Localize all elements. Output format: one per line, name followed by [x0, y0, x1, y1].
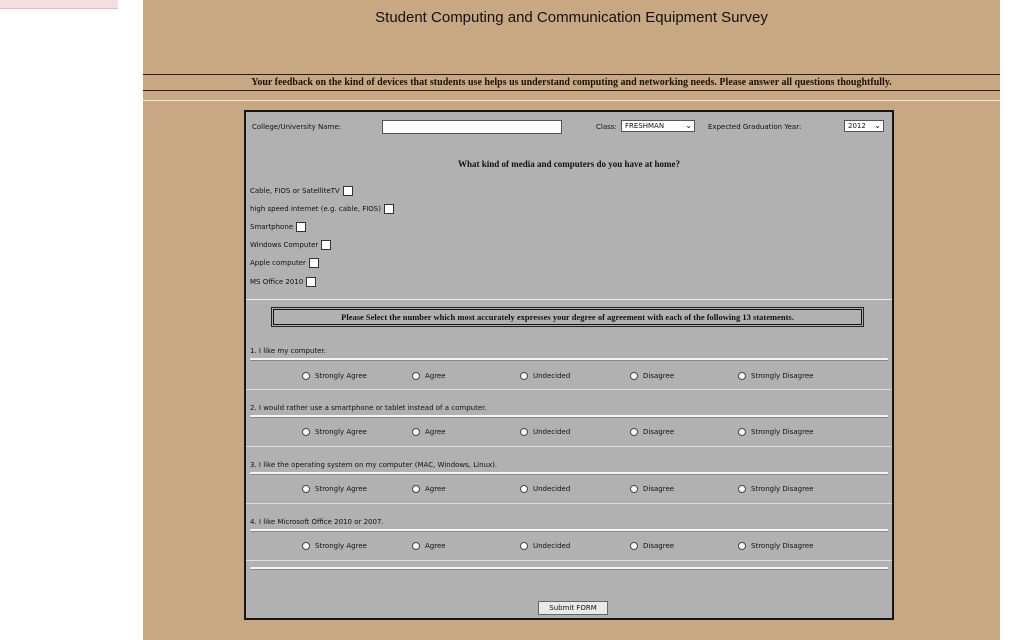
checkbox-label: Apple computer [250, 259, 306, 267]
grad-year-label: Expected Graduation Year: [708, 123, 802, 131]
statement-divider [250, 472, 888, 475]
radio-label: Agree [425, 542, 446, 550]
radio-circle-icon[interactable] [412, 542, 420, 550]
row-divider [246, 503, 892, 504]
radio-label: Strongly Agree [315, 485, 367, 493]
radio-label: Disagree [643, 542, 675, 550]
submit-button[interactable]: Submit FORM [538, 601, 608, 615]
radio-circle-icon[interactable] [738, 428, 746, 436]
radio-circle-icon[interactable] [738, 542, 746, 550]
class-select[interactable] [621, 120, 695, 132]
radio-circle-icon[interactable] [630, 542, 638, 550]
checkbox-box[interactable] [343, 186, 353, 196]
checkbox-smartphone[interactable] [250, 221, 306, 233]
statement-divider [250, 529, 888, 532]
statement-3: 3. I like the operating system on my computer (MAC, Windows, Linux). [250, 461, 498, 469]
radio-s1-strongly-disagree[interactable] [738, 370, 813, 382]
checkbox-box[interactable] [296, 222, 306, 232]
chevron-down-icon: ⌄ [874, 121, 881, 130]
checkbox-box[interactable] [321, 240, 331, 250]
feedback-banner: Your feedback on the kind of devices that students use helps us understand computing and networking needs. Please answer all questions thoughtfully. [143, 74, 1000, 91]
radio-circle-icon[interactable] [412, 428, 420, 436]
radio-circle-icon[interactable] [520, 542, 528, 550]
checkbox-box[interactable] [306, 277, 316, 287]
radio-s4-strongly-agree[interactable] [302, 540, 367, 552]
radio-label: Strongly Disagree [751, 372, 814, 380]
checkbox-windows[interactable] [250, 239, 331, 251]
checkbox-label: MS Office 2010 [250, 278, 304, 286]
radio-label: Agree [425, 428, 446, 436]
row-divider [246, 446, 892, 447]
section-divider [246, 299, 892, 300]
radio-s1-strongly-agree[interactable] [302, 370, 367, 382]
radio-s2-undecided[interactable] [520, 426, 570, 438]
radio-s3-strongly-agree[interactable] [302, 483, 367, 495]
radio-s2-disagree[interactable] [630, 426, 674, 438]
radio-label: Disagree [643, 428, 675, 436]
grad-year-value: 2012 [848, 122, 866, 130]
radio-label: Undecided [533, 542, 571, 550]
radio-label: Agree [425, 372, 446, 380]
checkbox-label: Windows Computer [250, 241, 319, 249]
page-title: Student Computing and Communication Equipment Survey [375, 9, 768, 26]
college-label: College/University Name: [252, 123, 342, 131]
radio-circle-icon[interactable] [738, 485, 746, 493]
college-input[interactable] [382, 120, 562, 134]
checkbox-label: Cable, FIOS or SatelliteTV [250, 187, 340, 195]
radio-circle-icon[interactable] [520, 372, 528, 380]
radio-circle-icon[interactable] [738, 372, 746, 380]
radio-label: Strongly Disagree [751, 485, 814, 493]
radio-s2-agree[interactable] [412, 426, 446, 438]
radio-circle-icon[interactable] [630, 428, 638, 436]
radio-s3-strongly-disagree[interactable] [738, 483, 813, 495]
radio-circle-icon[interactable] [302, 485, 310, 493]
radio-circle-icon[interactable] [302, 428, 310, 436]
radio-label: Undecided [533, 485, 571, 493]
statement-divider [250, 415, 888, 418]
radio-s1-undecided[interactable] [520, 370, 570, 382]
survey-page [143, 0, 1000, 640]
radio-circle-icon[interactable] [520, 485, 528, 493]
statement-2: 2. I would rather use a smartphone or tablet instead of a computer. [250, 404, 487, 412]
radio-circle-icon[interactable] [630, 485, 638, 493]
radio-circle-icon[interactable] [302, 372, 310, 380]
radio-s2-strongly-disagree[interactable] [738, 426, 813, 438]
class-label: Class: [596, 123, 617, 131]
radio-label: Undecided [533, 372, 571, 380]
checkbox-msoffice[interactable] [250, 276, 316, 288]
radio-circle-icon[interactable] [302, 542, 310, 550]
radio-s1-agree[interactable] [412, 370, 446, 382]
statement-divider [250, 358, 888, 361]
radio-label: Strongly Disagree [751, 542, 814, 550]
radio-s1-disagree[interactable] [630, 370, 674, 382]
radio-s4-disagree[interactable] [630, 540, 674, 552]
radio-circle-icon[interactable] [630, 372, 638, 380]
radio-label: Agree [425, 485, 446, 493]
radio-label: Strongly Disagree [751, 428, 814, 436]
checkbox-box[interactable] [384, 204, 394, 214]
survey-form [244, 110, 894, 620]
statement-4: 4. I like Microsoft Office 2010 or 2007. [250, 518, 384, 526]
checkbox-label: high speed internet (e.g. cable, FIOS) [250, 205, 381, 213]
chevron-down-icon: ⌄ [685, 121, 692, 130]
home-media-question: What kind of media and computers do you have at home? [457, 159, 681, 169]
radio-s2-strongly-agree[interactable] [302, 426, 367, 438]
radio-s3-agree[interactable] [412, 483, 446, 495]
statement-1: 1. I like my computer. [250, 347, 326, 355]
radio-circle-icon[interactable] [412, 372, 420, 380]
radio-label: Undecided [533, 428, 571, 436]
row-divider [246, 389, 892, 390]
radio-label: Strongly Agree [315, 542, 367, 550]
radio-circle-icon[interactable] [412, 485, 420, 493]
radio-s3-undecided[interactable] [520, 483, 570, 495]
radio-s4-undecided[interactable] [520, 540, 570, 552]
radio-label: Disagree [643, 372, 675, 380]
radio-label: Disagree [643, 485, 675, 493]
radio-label: Strongly Agree [315, 428, 367, 436]
row-divider [246, 560, 892, 561]
grad-year-select[interactable] [844, 120, 884, 132]
radio-s3-disagree[interactable] [630, 483, 674, 495]
left-tab-strip [0, 0, 118, 9]
banner-divider [143, 100, 1000, 101]
checkbox-label: Smartphone [250, 223, 294, 231]
instructions-box: Please Select the number which most accurately expresses your degree of agreement with each of the following 13 statements. [273, 309, 862, 325]
radio-label: Strongly Agree [315, 372, 367, 380]
checkbox-internet[interactable] [250, 203, 394, 215]
class-select-value: FRESHMAN [625, 122, 665, 130]
radio-s4-strongly-disagree[interactable] [738, 540, 813, 552]
section-divider [250, 567, 888, 570]
radio-s4-agree[interactable] [412, 540, 446, 552]
checkbox-apple[interactable] [250, 257, 319, 269]
checkbox-box[interactable] [309, 258, 319, 268]
radio-circle-icon[interactable] [520, 428, 528, 436]
checkbox-cable[interactable] [250, 185, 353, 197]
